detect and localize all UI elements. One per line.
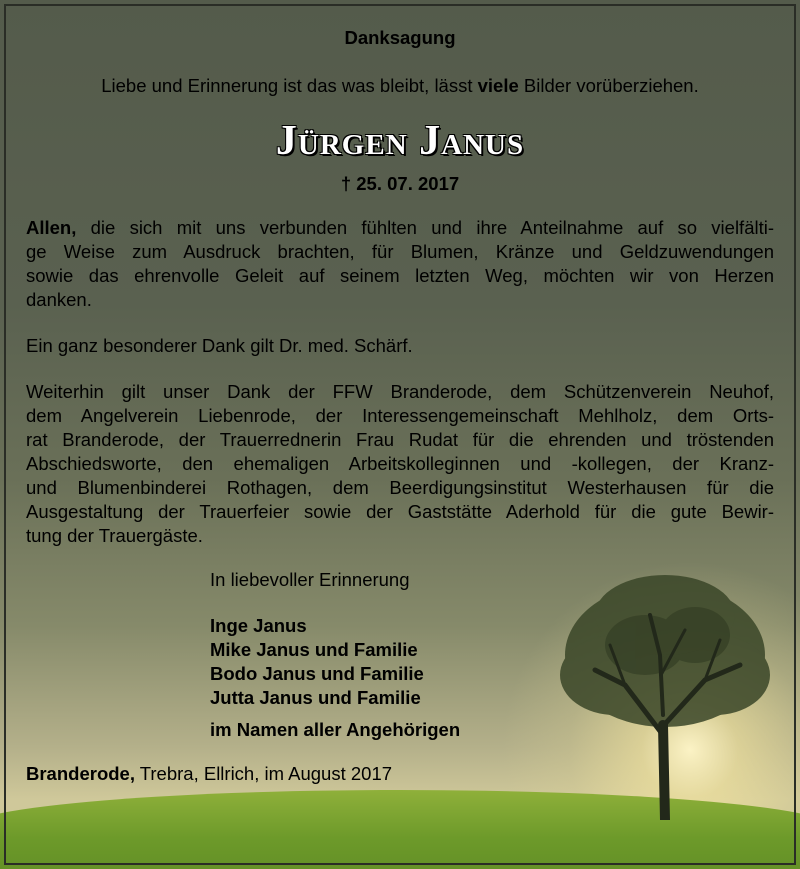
paragraph3-line: Abschiedsworte, den ehemaligen Arbeitskolleginnen und -kollegen, der Kranz- bbox=[26, 453, 774, 474]
paragraph3-line: und Blumenbinderei Rothagen, dem Beerdigungsinstitut Westerhausen für die bbox=[26, 477, 774, 498]
heading: Danksagung bbox=[344, 27, 456, 48]
motto-text: Liebe und Erinnerung ist das was bleibt, lässt bbox=[101, 75, 478, 96]
motto bbox=[0, 74, 800, 98]
tree-illustration bbox=[555, 575, 775, 820]
closing-phrase: In liebevoller Erinnerung bbox=[210, 569, 410, 590]
paragraph1-line4: danken. bbox=[26, 289, 92, 310]
signatory: Mike Janus und Familie bbox=[210, 639, 418, 660]
paragraph1-line2: ge Weise zum Ausdruck brachten, für Blumen, Kränze und Geldzuwendungen bbox=[26, 241, 774, 262]
death-date: † 25. 07. 2017 bbox=[340, 173, 460, 194]
place-date-line bbox=[26, 762, 392, 786]
paragraph1-line3: sowie das ehrenvolle Geleit auf seinem letzten Weg, möchten wir von Herzen bbox=[26, 265, 774, 286]
signatory: Bodo Janus und Familie bbox=[210, 663, 424, 684]
paragraph1-line1 bbox=[26, 216, 774, 240]
place-rest: Trebra, Ellrich, im August 2017 bbox=[134, 763, 393, 784]
paragraph3-line: rat Branderode, der Trauerrednerin Frau Rudat für die ehrenden und tröstenden bbox=[26, 429, 774, 450]
paragraph2: Ein ganz besonderer Dank gilt Dr. med. Schärf. bbox=[26, 335, 413, 356]
place-main: Branderode, bbox=[26, 763, 135, 784]
paragraph3-line: dem Angelverein Liebenrode, der Interessengemeinschaft Mehlholz, dem Orts- bbox=[26, 405, 774, 426]
paragraph3-line: Ausgestaltung der Trauerfeier sowie der Gaststätte Aderhold für die gute Bewir- bbox=[26, 501, 774, 522]
motto-text-end: Bilder vorüberziehen. bbox=[518, 75, 699, 96]
on-behalf-line: im Namen aller Angehörigen bbox=[210, 719, 461, 740]
motto-emphasis: viele bbox=[477, 75, 519, 96]
deceased-name: Jürgen Janus bbox=[275, 118, 525, 164]
signatory: Jutta Janus und Familie bbox=[210, 687, 421, 708]
paragraph3-line: tung der Trauergäste. bbox=[26, 525, 203, 546]
paragraph3-line: Weiterhin gilt unser Dank der FFW Branderode, dem Schützenverein Neuhof, bbox=[26, 381, 774, 402]
paragraph1-lead: Allen, bbox=[26, 217, 77, 238]
paragraph1-line1-text: die sich mit uns verbunden fühlten und ihre Anteilnahme auf so vielfälti- bbox=[76, 217, 774, 238]
signatory: Inge Janus bbox=[210, 615, 307, 636]
